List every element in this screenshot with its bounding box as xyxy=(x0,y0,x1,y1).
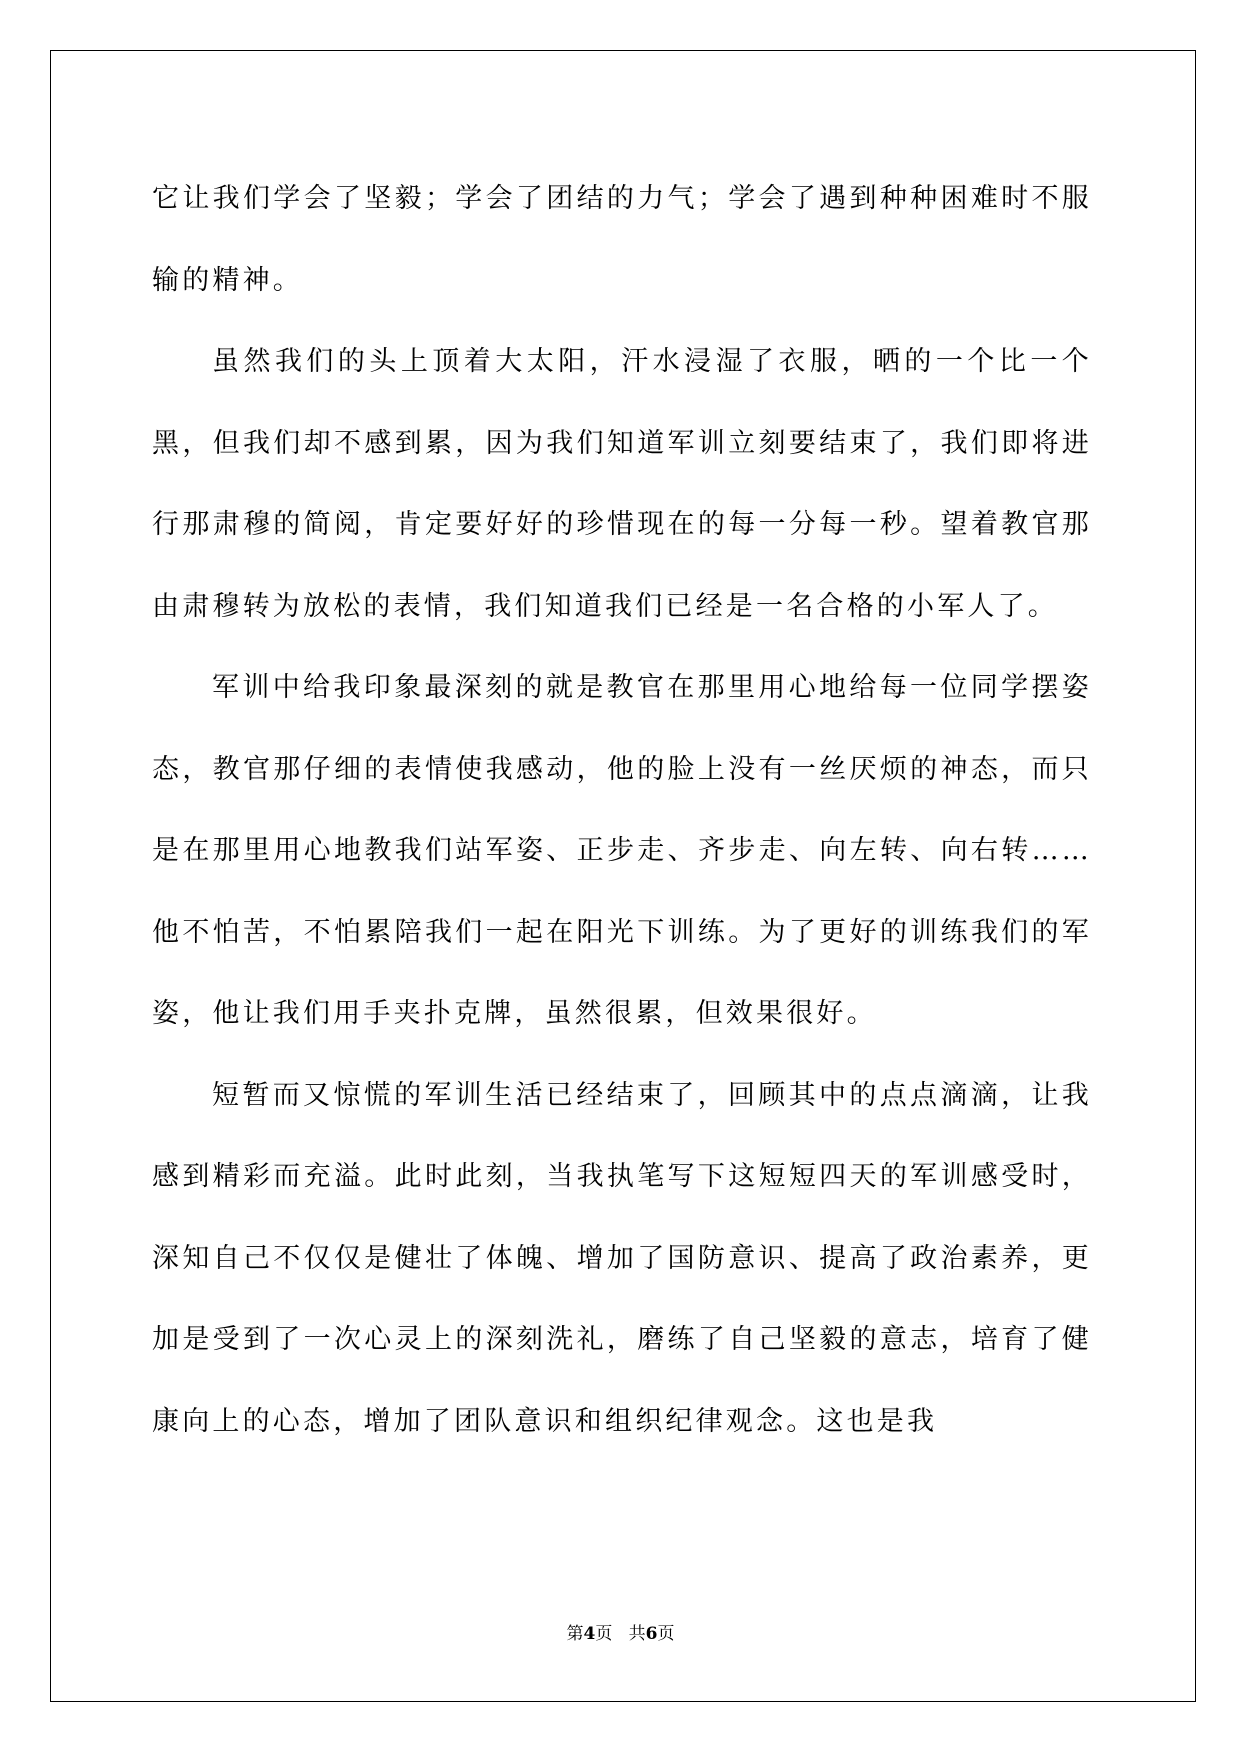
paragraph-4: 短暂而又惊慌的军训生活已经结束了，回顾其中的点点滴滴，让我感到精彩而充溢。此时此刻，当我执笔写下这短短四天的军训感受时，深知自己不仅仅是健壮了体魄、增加了国防意识、提高了政治素养，更加是受到了一次心灵上的深刻洗礼，磨练了自己坚毅的意志，培育了健康向上的心态，增加了团队意识和组织纪律观念。这也是我 xyxy=(152,1079,1092,1437)
footer-total-suffix: 页 xyxy=(657,1624,675,1644)
paragraph-1: 它让我们学会了坚毅；学会了团结的力气；学会了遇到种种困难时不服输的精神。 xyxy=(152,183,1092,296)
paragraph-3: 军训中给我印象最深刻的就是教官在那里用心地给每一位同学摆姿态，教官那仔细的表情使我感动，他的脸上没有一丝厌烦的神态，而只是在那里用心地教我们站军姿、正步走、齐步走、向左转、向右转……他不怕苦，不怕累陪我们一起在阳光下训练。为了更好的训练我们的军姿，他让我们用手夹扑克牌，虽然很累，但效果很好。 xyxy=(152,672,1092,1029)
current-page-number: 4 xyxy=(583,1624,596,1644)
document-body xyxy=(152,158,1092,1462)
page-footer xyxy=(0,1622,1241,1646)
footer-total-prefix: 共 xyxy=(628,1624,646,1644)
footer-prefix: 第 xyxy=(566,1624,584,1644)
paragraph-2: 虽然我们的头上顶着大太阳，汗水浸湿了衣服，晒的一个比一个黑，但我们却不感到累，因为我们知道军训立刻要结束了，我们即将进行那肃穆的简阅，肯定要好好的珍惜现在的每一分每一秒。望着教官那由肃穆转为放松的表情，我们知道我们已经是一名合格的小军人了。 xyxy=(152,346,1092,622)
total-pages-number: 6 xyxy=(645,1624,658,1644)
footer-page-suffix: 页 xyxy=(595,1624,613,1644)
